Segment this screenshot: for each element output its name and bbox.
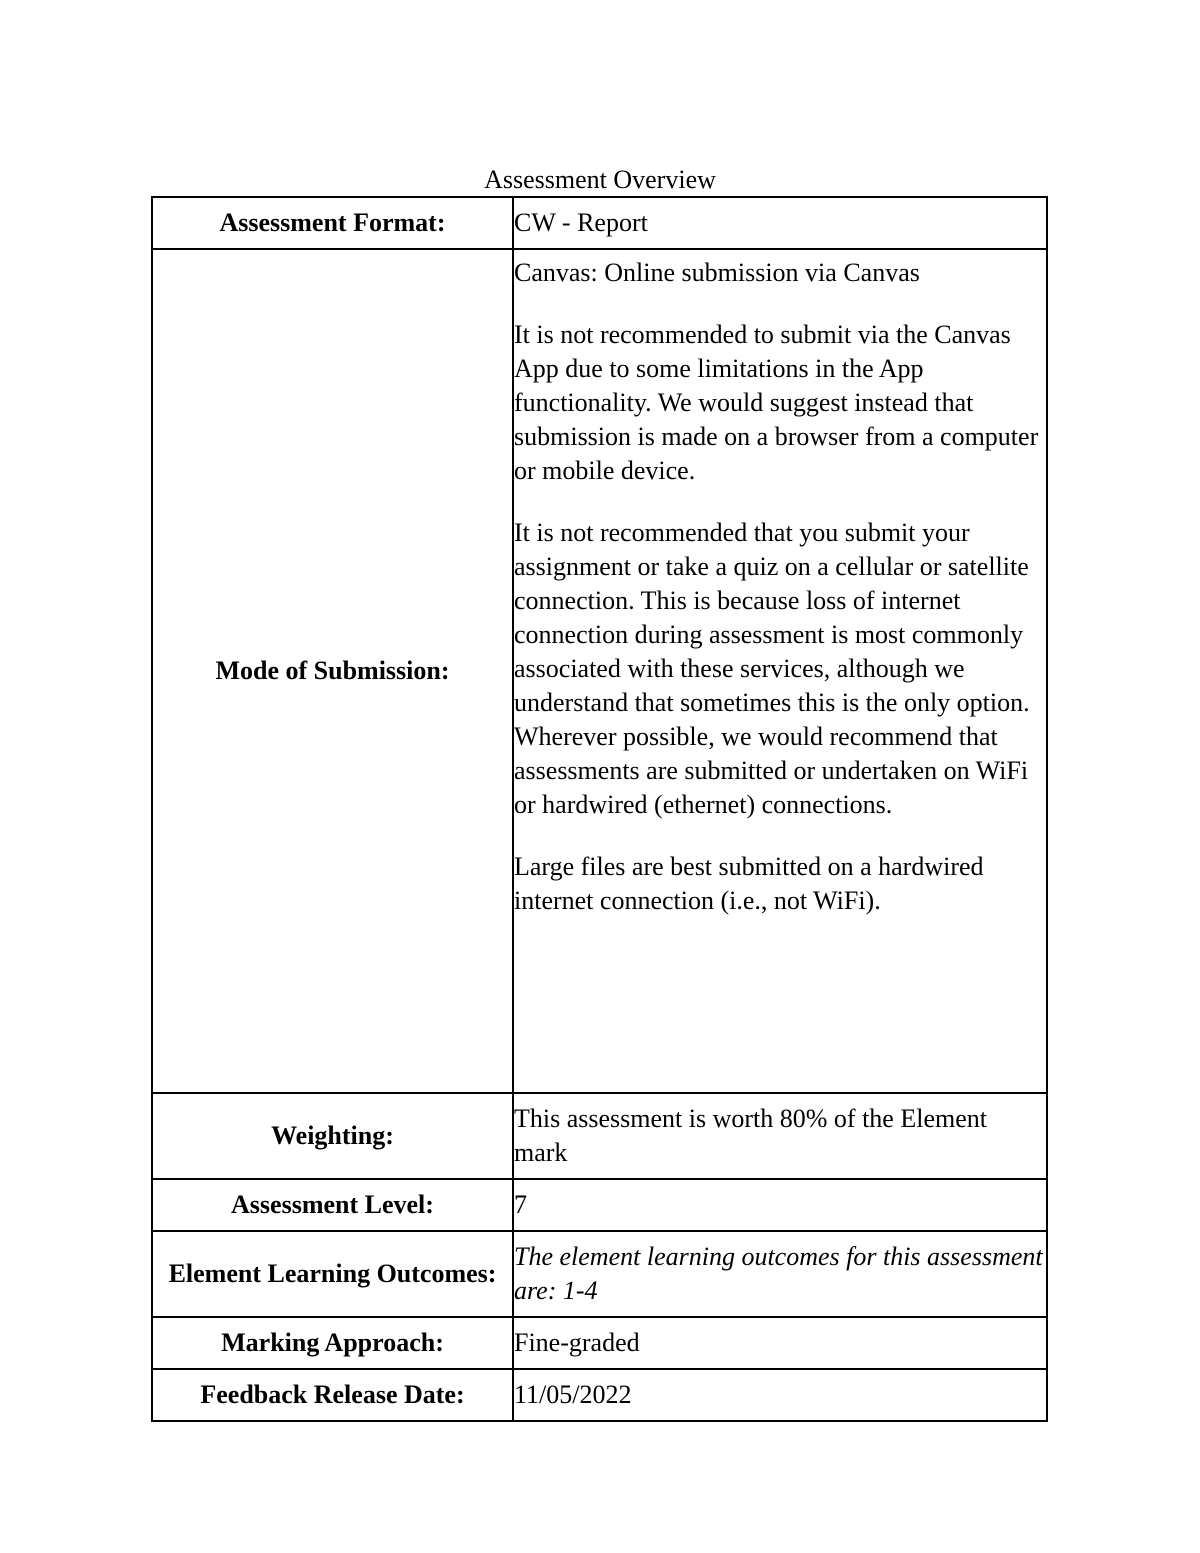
submission-paragraph-large-files: Large files are best submitted on a hardwired internet connection (i.e., not WiFi). <box>514 852 984 915</box>
assessment-level-value: 7 <box>513 1179 1047 1231</box>
element-learning-outcomes-value: The element learning outcomes for this assessment are: 1-4 <box>513 1231 1047 1317</box>
mode-of-submission-label: Mode of Submission: <box>152 249 513 1093</box>
submission-paragraph-canvas: Canvas: Online submission via Canvas <box>514 258 920 287</box>
table-row-marking-approach <box>152 1317 1047 1369</box>
table-row-feedback-release-date <box>152 1369 1047 1421</box>
table-row-weighting <box>152 1093 1047 1179</box>
feedback-release-date-label: Feedback Release Date: <box>152 1369 513 1421</box>
submission-paragraph-connection: It is not recommended that you submit your assignment or take a quiz on a cellular or satellite connection. This is because loss of internet connection during assessment is most commonly associated with these services, although we understand that sometimes this is the only option. Wherever possible, we would recommend that assessments are submitted or undertaken on WiFi or hardwired (ethernet) connections. <box>514 518 1030 819</box>
assessment-overview-table <box>151 196 1048 1422</box>
table-row-element-learning-outcomes <box>152 1231 1047 1317</box>
table-row-mode-of-submission <box>152 249 1047 1093</box>
table-row-assessment-format <box>152 197 1047 249</box>
submission-paragraph-app: It is not recommended to submit via the Canvas App due to some limitations in the App functionality. We would suggest instead that submission is made on a browser from a computer or mobile device. <box>514 320 1039 485</box>
marking-approach-value: Fine-graded <box>513 1317 1047 1369</box>
feedback-release-date-value: 11/05/2022 <box>513 1369 1047 1421</box>
assessment-level-label: Assessment Level: <box>152 1179 513 1231</box>
assessment-format-value: CW - Report <box>513 197 1047 249</box>
table-row-assessment-level <box>152 1179 1047 1231</box>
page-title: Assessment Overview <box>484 165 716 194</box>
mode-of-submission-value <box>513 249 1047 1093</box>
weighting-label: Weighting: <box>152 1093 513 1179</box>
element-learning-outcomes-label: Element Learning Outcomes: <box>152 1231 513 1317</box>
weighting-value: This assessment is worth 80% of the Element mark <box>513 1093 1047 1179</box>
assessment-format-label: Assessment Format: <box>152 197 513 249</box>
marking-approach-label: Marking Approach: <box>152 1317 513 1369</box>
